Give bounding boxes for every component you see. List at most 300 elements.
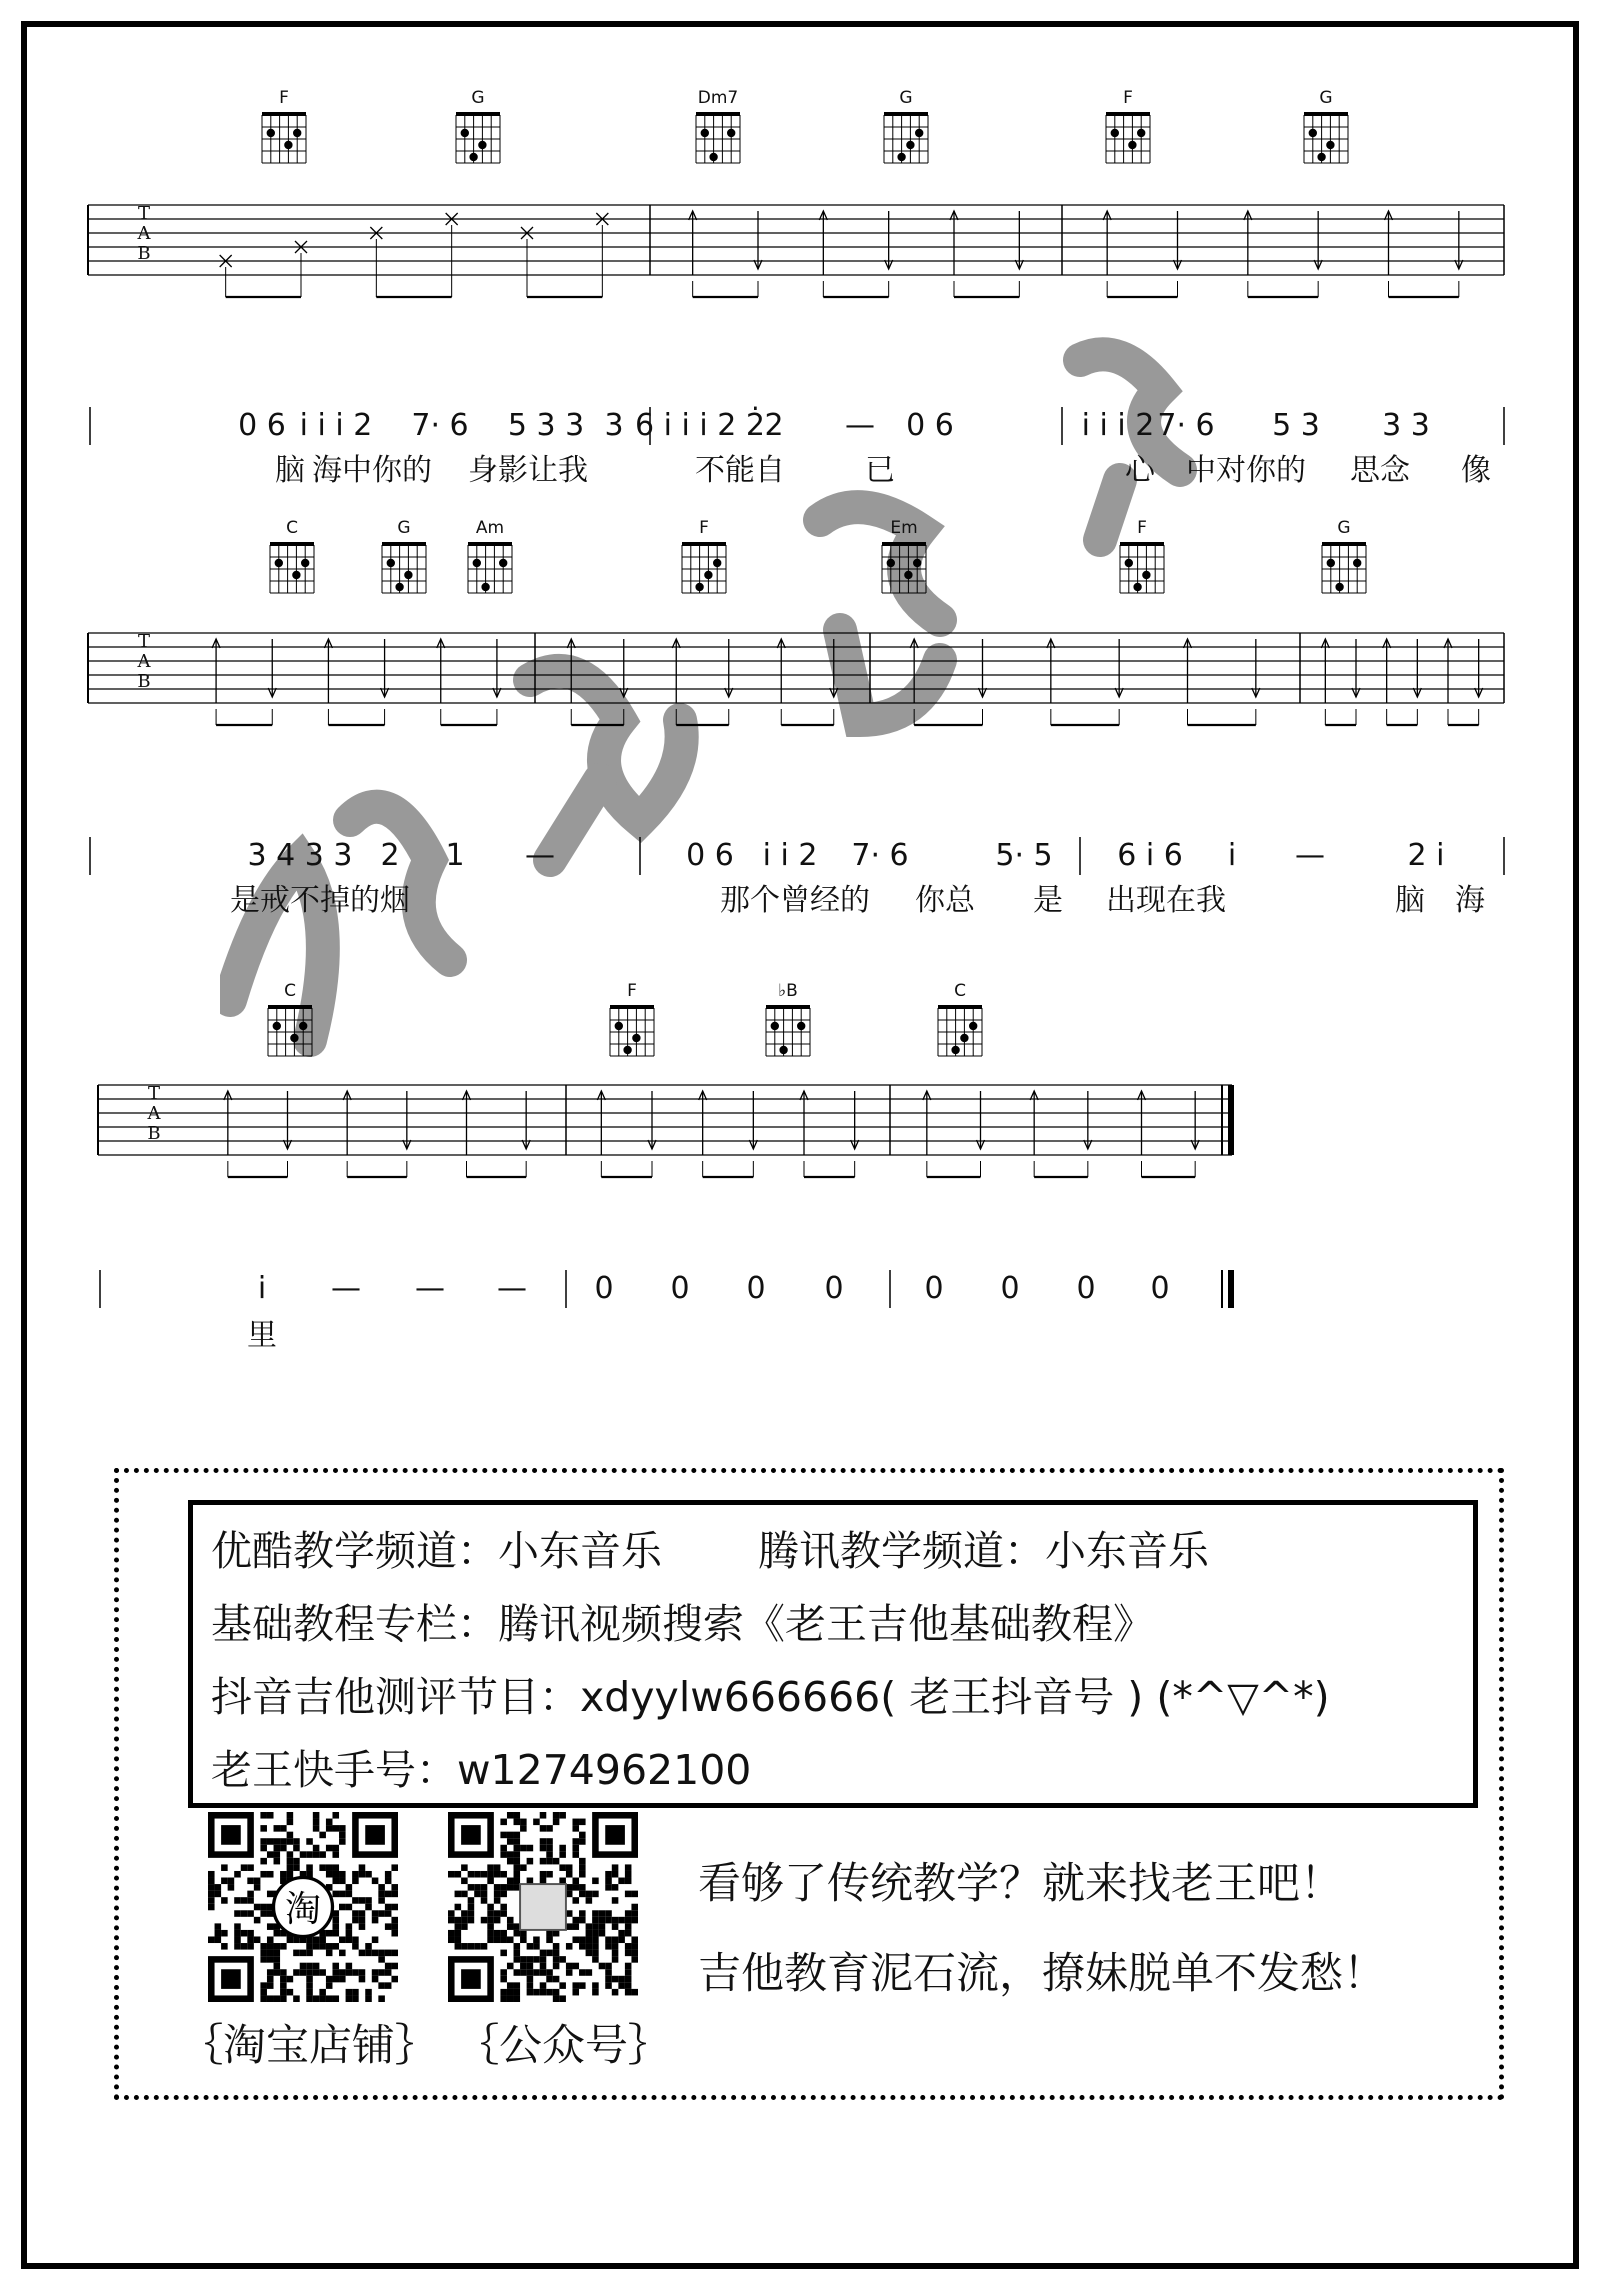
- chord-nut: [382, 542, 426, 546]
- qr-module: [487, 1864, 494, 1871]
- taobao-badge-text: 淘: [284, 1888, 322, 1930]
- chord-finger-dot: [284, 141, 292, 149]
- chord-name: G: [471, 88, 485, 108]
- qr-module: [546, 1851, 553, 1858]
- chord-diagram: [1120, 518, 1164, 593]
- qr-module: [372, 1878, 379, 1885]
- qr-module: [260, 1812, 267, 1819]
- qr-module: [260, 1838, 267, 1845]
- qr-module: [618, 1917, 625, 1924]
- qr-module: [507, 1923, 514, 1930]
- qr-module: [326, 1950, 333, 1957]
- qr-module: [254, 1936, 261, 1943]
- jianpu-notes: 0: [924, 1271, 944, 1306]
- qr-module: [280, 1995, 287, 2002]
- qr-module: [631, 1917, 638, 1924]
- qr-module: [572, 1936, 579, 1943]
- qr-module: [514, 1950, 521, 1957]
- chord-finger-dot: [293, 129, 301, 137]
- qr-module: [625, 1878, 632, 1885]
- qr-module: [618, 1936, 625, 1943]
- qr-module: [540, 1878, 547, 1885]
- qr-module: [579, 1969, 586, 1976]
- qr-module: [586, 1891, 593, 1898]
- qr-module: [260, 1943, 267, 1950]
- qr-module: [559, 1864, 566, 1871]
- chord-finger-dot: [1111, 129, 1119, 137]
- chord-finger-dot: [499, 559, 507, 567]
- qr-module: [254, 1904, 261, 1911]
- qr-module: [500, 1845, 507, 1852]
- qr-module: [359, 1917, 366, 1924]
- qr-module: [520, 1936, 527, 1943]
- qr-module: [267, 1871, 274, 1878]
- qr-module: [365, 1950, 372, 1957]
- qr-module: [592, 1930, 599, 1937]
- qr-module: [586, 1930, 593, 1937]
- qr-module: [247, 1891, 254, 1898]
- qr-module: [527, 1969, 534, 1976]
- qr-module: [313, 1851, 320, 1858]
- jianpu-notes: 0: [594, 1271, 614, 1306]
- chord-finger-dot: [1327, 559, 1335, 567]
- qr-module: [500, 1904, 507, 1911]
- taobao-qr-code: [208, 1812, 398, 2002]
- qr-module: [507, 1982, 514, 1989]
- qr-module: [221, 1897, 228, 1904]
- qr-module: [215, 1923, 222, 1930]
- qr-module: [514, 1838, 521, 1845]
- qr-module: [527, 1976, 534, 1983]
- jianpu-notes: 0: [670, 1271, 690, 1306]
- qr-module: [586, 1950, 593, 1957]
- qr-module: [234, 1871, 241, 1878]
- chord-diagram: [610, 981, 654, 1056]
- qr-module: [487, 1923, 494, 1930]
- qr-module: [546, 1976, 553, 1983]
- qr-module: [455, 1904, 462, 1911]
- qr-module: [625, 1943, 632, 1950]
- qr-module: [391, 1923, 398, 1930]
- qr-module: [612, 1864, 619, 1871]
- qr-module: [579, 1910, 586, 1917]
- qr-module: [527, 1956, 534, 1963]
- qr-module: [520, 1825, 527, 1832]
- qr-module: [494, 1910, 501, 1917]
- qr-module: [500, 1832, 507, 1839]
- qr-module: [494, 1930, 501, 1937]
- qr-module: [514, 1864, 521, 1871]
- qr-module: [306, 1950, 313, 1957]
- qr-module: [359, 1864, 366, 1871]
- qr-module: [500, 1976, 507, 1983]
- qr-module: [378, 1891, 385, 1898]
- qr-module: [514, 1989, 521, 1996]
- jianpu-notes: —: [525, 838, 555, 873]
- qr-module: [474, 1884, 481, 1891]
- qr-module: [300, 1963, 307, 1970]
- qr-module: [566, 1864, 573, 1871]
- qr-module: [352, 1936, 359, 1943]
- jianpu-notes: 5 3: [1272, 408, 1320, 443]
- chord-finger-dot: [395, 583, 403, 591]
- qr-module: [546, 1969, 553, 1976]
- lyric-text: 是: [1033, 883, 1063, 918]
- qr-module: [339, 1950, 346, 1957]
- qr-module: [313, 1825, 320, 1832]
- qr-module: [274, 1845, 281, 1852]
- qr-module: [586, 1943, 593, 1950]
- qr-module: [293, 1858, 300, 1865]
- qr-module: [339, 1904, 346, 1911]
- lyric-text: 已: [865, 453, 895, 488]
- qr-module: [468, 1897, 475, 1904]
- chord-nut: [882, 542, 926, 546]
- qr-module: [332, 1825, 339, 1832]
- chord-finger-dot: [915, 129, 923, 137]
- qr-module: [346, 1969, 353, 1976]
- qr-module: [507, 1936, 514, 1943]
- qr-finder-pattern: [221, 1825, 241, 1845]
- qr-module: [625, 1950, 632, 1957]
- qr-module: [500, 1851, 507, 1858]
- qr-module: [546, 1825, 553, 1832]
- chord-nut: [456, 112, 500, 116]
- qr-module: [631, 1943, 638, 1950]
- qr-module: [586, 1897, 593, 1904]
- chord-finger-dot: [906, 141, 914, 149]
- qr-module: [553, 1950, 560, 1957]
- chord-finger-dot: [461, 129, 469, 137]
- qr-module: [507, 1812, 514, 1819]
- qr-module: [306, 1963, 313, 1970]
- qr-module: [267, 1923, 274, 1930]
- qr-module: [468, 1910, 475, 1917]
- qr-module: [208, 1936, 215, 1943]
- qr-finder-pattern: [461, 1969, 481, 1989]
- qr-module: [234, 1923, 241, 1930]
- qr-module: [234, 1930, 241, 1937]
- qr-module: [468, 1871, 475, 1878]
- jianpu-notes: —: [415, 1271, 445, 1306]
- chord-nut: [682, 542, 726, 546]
- qr-module: [234, 1943, 241, 1950]
- qr-module: [287, 1858, 294, 1865]
- qr-module: [378, 1897, 385, 1904]
- qr-module: [319, 1851, 326, 1858]
- qr-module: [487, 1917, 494, 1924]
- qr-module: [391, 1917, 398, 1924]
- qr-module: [579, 1936, 586, 1943]
- qr-module: [572, 1923, 579, 1930]
- chord-diagram: [270, 518, 314, 593]
- qr-module: [540, 1858, 547, 1865]
- jianpu-notes: 3 3: [1382, 408, 1430, 443]
- qr-module: [527, 1963, 534, 1970]
- chord-finger-dot: [897, 153, 905, 161]
- qr-module: [365, 1995, 372, 2002]
- qr-module: [514, 1878, 521, 1885]
- qr-module: [372, 1950, 379, 1957]
- chord-name: C: [954, 981, 966, 1001]
- jianpu-notes: 6 i 6: [1117, 838, 1183, 873]
- qr-module: [319, 1969, 326, 1976]
- qr-module: [215, 1891, 222, 1898]
- chord-nut: [270, 542, 314, 546]
- tab-clef-letter: B: [137, 243, 151, 264]
- qr-module: [260, 1956, 267, 1963]
- chord-finger-dot: [1335, 583, 1343, 591]
- jianpu-notes: 1: [445, 838, 465, 873]
- qr-module: [487, 1930, 494, 1937]
- tab-clef-letter: B: [147, 1123, 161, 1144]
- jianpu-notes: 3: [604, 408, 624, 443]
- qr-module: [494, 1884, 501, 1891]
- qr-module: [514, 1819, 521, 1826]
- qr-module: [339, 1871, 346, 1878]
- qr-module: [514, 1923, 521, 1930]
- qr-module: [378, 1969, 385, 1976]
- qr-module: [605, 1963, 612, 1970]
- chord-finger-dot: [960, 1034, 968, 1042]
- qr-module: [339, 1891, 346, 1898]
- qr-module: [572, 1825, 579, 1832]
- qr-module: [332, 1995, 339, 2002]
- qr-module: [507, 1878, 514, 1885]
- qr-module: [579, 1917, 586, 1924]
- chord-finger-dot: [1353, 559, 1361, 567]
- qr-module: [280, 1969, 287, 1976]
- qr-module: [254, 1878, 261, 1885]
- chord-finger-dot: [404, 571, 412, 579]
- chord-finger-dot: [632, 1034, 640, 1042]
- qr-module: [605, 1976, 612, 1983]
- qr-module: [221, 1878, 228, 1885]
- qr-module: [481, 1943, 488, 1950]
- qr-module: [234, 1936, 241, 1943]
- qr-module: [319, 1943, 326, 1950]
- lyric-text: 身影让我: [468, 453, 588, 488]
- qr-module: [546, 1989, 553, 1996]
- qr-module: [306, 1989, 313, 1996]
- qr-module: [346, 1930, 353, 1937]
- qr-module: [332, 1976, 339, 1983]
- tencent-channel: 腾讯教学频道：小东音乐: [758, 1527, 1209, 1575]
- qr-module: [546, 1936, 553, 1943]
- lyric-text: 像: [1461, 453, 1491, 488]
- qr-module: [533, 1943, 540, 1950]
- qr-module: [566, 1871, 573, 1878]
- jianpu-notes: 2: [764, 408, 784, 443]
- qr-module: [461, 1864, 468, 1871]
- qr-module: [533, 1819, 540, 1826]
- qr-module: [332, 1812, 339, 1819]
- qr-module: [599, 1910, 606, 1917]
- qr-module: [267, 1838, 274, 1845]
- qr-module: [208, 1904, 215, 1911]
- qr-module: [533, 1969, 540, 1976]
- lyric-text: 脑: [275, 453, 305, 488]
- qr-module: [280, 1989, 287, 1996]
- qr-module: [287, 1871, 294, 1878]
- qr-module: [572, 1851, 579, 1858]
- qr-module: [326, 1943, 333, 1950]
- qr-module: [313, 1969, 320, 1976]
- chord-finger-dot: [1125, 559, 1133, 567]
- chord-finger-dot: [623, 1046, 631, 1054]
- qr-module: [293, 1969, 300, 1976]
- qr-module: [287, 1864, 294, 1871]
- chord-finger-dot: [969, 1022, 977, 1030]
- qr-module: [533, 1956, 540, 1963]
- qr-module: [553, 1956, 560, 1963]
- chord-diagram: [696, 88, 740, 163]
- qr-finder-pattern: [605, 1825, 625, 1845]
- lyric-text: 海中你的: [312, 453, 432, 488]
- qr-module: [468, 1943, 475, 1950]
- qr-module: [326, 1845, 333, 1852]
- qr-module: [514, 1995, 521, 2002]
- chord-name: Am: [475, 518, 505, 538]
- qr-module: [391, 1976, 398, 1983]
- qr-module: [527, 1845, 534, 1852]
- qr-module: [586, 1936, 593, 1943]
- qr-module: [546, 1871, 553, 1878]
- qr-module: [365, 1904, 372, 1911]
- qr-module: [494, 1917, 501, 1924]
- qr-module: [618, 1878, 625, 1885]
- qr-module: [507, 1989, 514, 1996]
- qr-module: [448, 1936, 455, 1943]
- chord-finger-dot: [1137, 129, 1145, 137]
- qr-module: [553, 1812, 560, 1819]
- lyric-text: 心: [1125, 453, 1155, 488]
- qr-module: [372, 1969, 379, 1976]
- jianpu-notes: 0 6: [906, 408, 954, 443]
- qr-module: [254, 1884, 261, 1891]
- qr-module: [592, 1878, 599, 1885]
- jianpu-notes: 0: [1000, 1271, 1020, 1306]
- chord-finger-dot: [1142, 571, 1150, 579]
- qr-module: [625, 1923, 632, 1930]
- qr-module: [540, 1838, 547, 1845]
- qr-module: [293, 1864, 300, 1871]
- chord-nut: [1106, 112, 1150, 116]
- qr-module: [293, 1950, 300, 1957]
- info-line-douyin: 抖音吉他测评节目：xdyylw666666( 老王抖音号 ) (*^▽^*): [211, 1673, 1330, 1721]
- chord-finger-dot: [709, 153, 717, 161]
- qr-finder-pattern: [461, 1825, 481, 1845]
- qr-module: [313, 1963, 320, 1970]
- qr-module: [455, 1917, 462, 1924]
- chord-name: F: [1123, 88, 1133, 108]
- qr-module: [352, 1989, 359, 1996]
- qr-module: [559, 1956, 566, 1963]
- qr-module: [625, 1864, 632, 1871]
- qr-module: [540, 1845, 547, 1852]
- qr-module: [332, 1930, 339, 1937]
- qr-module: [280, 1838, 287, 1845]
- qr-module: [546, 1950, 553, 1957]
- qr-module: [260, 1995, 267, 2002]
- qr-module: [221, 1943, 228, 1950]
- qr-module: [228, 1878, 235, 1885]
- qr-module: [234, 1897, 241, 1904]
- qr-module: [631, 1936, 638, 1943]
- qr-module: [332, 1845, 339, 1852]
- qr-module: [313, 1819, 320, 1826]
- qr-module: [326, 1982, 333, 1989]
- qr-module: [260, 1982, 267, 1989]
- chord-diagram: [884, 88, 928, 163]
- qr-module: [592, 1943, 599, 1950]
- qr-module: [625, 1930, 632, 1937]
- qr-module: [391, 1891, 398, 1898]
- chord-nut: [1322, 542, 1366, 546]
- qr-module: [520, 1963, 527, 1970]
- qr-module: [247, 1878, 254, 1885]
- qr-module: [455, 1891, 462, 1898]
- qr-module: [514, 1858, 521, 1865]
- qr-module: [319, 1936, 326, 1943]
- qr-module: [533, 1936, 540, 1943]
- qr-module: [306, 1943, 313, 1950]
- tab-clef-letter: A: [137, 223, 151, 244]
- qr-module: [592, 1936, 599, 1943]
- chord-name: G: [1319, 88, 1333, 108]
- qr-module: [391, 1930, 398, 1937]
- qr-module: [579, 1819, 586, 1826]
- chord-diagram: [268, 981, 312, 1056]
- qr-module: [546, 1845, 553, 1852]
- qr-module: [559, 1995, 566, 2002]
- jianpu-notes: 0: [824, 1271, 844, 1306]
- info-line-kuaishou: 老王快手号：w1274962100: [211, 1746, 752, 1794]
- qr-module: [208, 1878, 215, 1885]
- chord-finger-dot: [695, 583, 703, 591]
- chord-finger-dot: [713, 559, 721, 567]
- qr-module: [332, 1851, 339, 1858]
- qr-module: [487, 1878, 494, 1885]
- qr-module: [553, 1976, 560, 1983]
- qr-module: [260, 1845, 267, 1852]
- qr-module: [540, 1956, 547, 1963]
- qr-module: [592, 1917, 599, 1924]
- qr-module: [247, 1897, 254, 1904]
- qr-module: [612, 1923, 619, 1930]
- qr-module: [385, 1904, 392, 1911]
- qr-module: [592, 1982, 599, 1989]
- chord-finger-dot: [290, 1034, 298, 1042]
- qr-module: [592, 1989, 599, 1996]
- qr-module: [391, 1884, 398, 1891]
- chord-finger-dot: [1309, 129, 1317, 137]
- qr-module: [612, 1871, 619, 1878]
- chord-finger-dot: [771, 1022, 779, 1030]
- qr-module: [313, 1995, 320, 2002]
- qr-module: [247, 1936, 254, 1943]
- qr-module: [540, 1982, 547, 1989]
- qr-module: [385, 1923, 392, 1930]
- qr-module: [260, 1871, 267, 1878]
- qr-module: [553, 1995, 560, 2002]
- qr-module: [507, 1851, 514, 1858]
- qr-module: [280, 1976, 287, 1983]
- qr-module: [455, 1943, 462, 1950]
- qr-module: [612, 1976, 619, 1983]
- qr-module: [514, 1845, 521, 1852]
- qr-module: [605, 1878, 612, 1885]
